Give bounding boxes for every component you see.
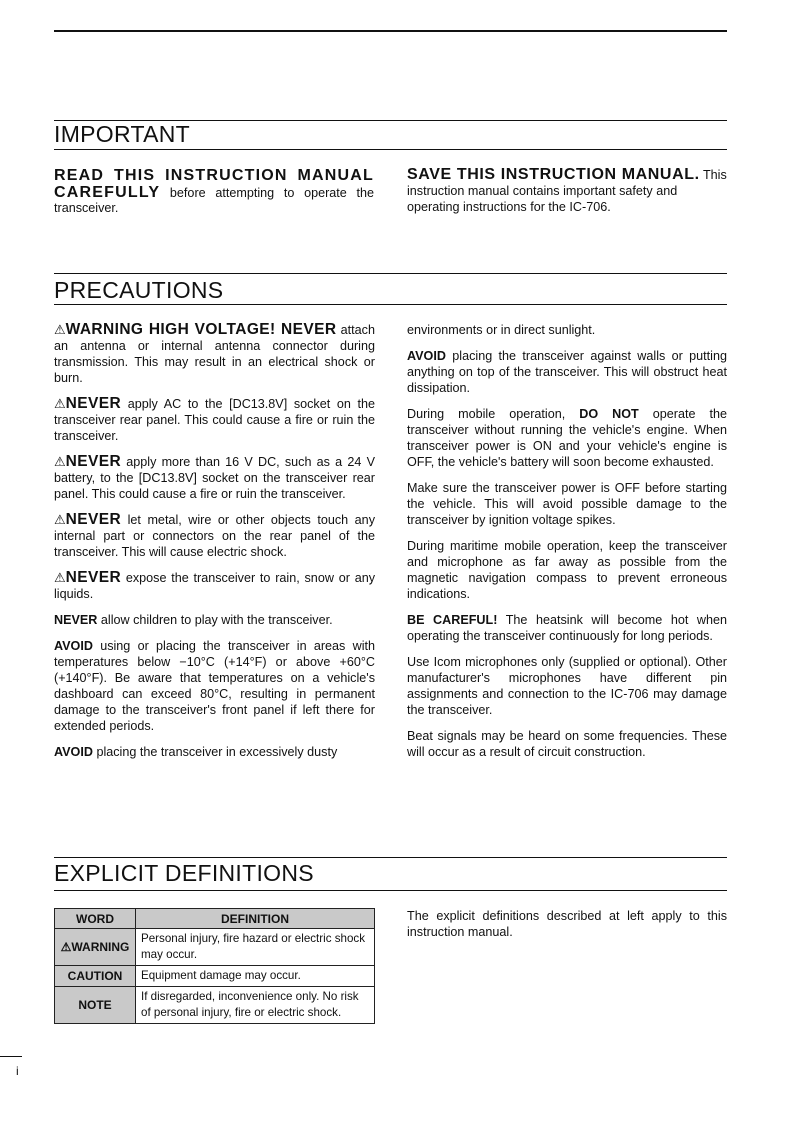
warning-triangle-icon: ⚠ <box>54 512 66 527</box>
definition-warning: Personal injury, fire hazard or electric shock may occur. <box>136 929 375 966</box>
table-row <box>55 929 375 966</box>
precaution-right-text: Make sure the transceiver power is OFF before starting the vehicle. This will avoid possible damage to the transceiver by ignition voltage spikes. <box>407 481 727 527</box>
precaution-left-lead: AVOID <box>54 745 93 759</box>
precaution-right-lead: DO NOT <box>579 407 639 421</box>
table-row <box>55 966 375 987</box>
precautions-rule-top <box>54 273 727 274</box>
precaution-right-paragraph <box>407 654 727 718</box>
precaution-right-lead: AVOID <box>407 349 446 363</box>
important-right-lead: SAVE THIS INSTRUCTION MANUAL. <box>407 166 700 183</box>
precaution-right-paragraph <box>407 406 727 470</box>
precaution-left-paragraph <box>54 612 375 628</box>
precaution-left-text: placing the transceiver in excessively dusty <box>92 745 338 759</box>
precaution-left-text: apply AC to the [DC13.8V] socket on the transceiver rear panel. This could cause a fire or ruin the transceiver. <box>54 397 375 443</box>
precaution-left-lead: WARNING HIGH VOLTAGE! NEVER <box>65 321 337 338</box>
header-definition: DEFINITION <box>136 909 375 929</box>
precaution-right-text: During maritime mobile operation, keep the transceiver and microphone as far away as possible from the magnetic navigation compass to prevent erroneous indications. <box>407 539 727 601</box>
header-word: WORD <box>55 909 136 929</box>
precaution-right-text: placing the transceiver against walls or putting anything on top of the transceiver. This will obstruct heat dissipation. <box>407 349 727 395</box>
definitions-title: EXPLICIT DEFINITIONS <box>54 860 314 886</box>
word-warning: ⚠WARNING <box>55 929 136 966</box>
precaution-left-text: apply more than 16 V DC, such as a 24 V battery, to the [DC13.8V] socket on the transceiver rear panel. This could cause a fire or ruin the transceiver. <box>54 455 375 501</box>
warning-triangle-icon: ⚠ <box>54 570 66 585</box>
precaution-left-text: let metal, wire or other objects touch any internal part or connectors on the rear panel of the transceiver. This will cause electric shock. <box>54 513 375 559</box>
definitions-note: The explicit definitions described at left apply to this instruction manual. <box>407 909 727 939</box>
important-right-text: This instruction manual contains important safety and operating instructions for the IC-706. <box>407 168 727 214</box>
page-number: i <box>16 1064 19 1078</box>
word-caution: CAUTION <box>55 966 136 987</box>
precaution-right-text: Beat signals may be heard on some frequencies. These will occur as a result of circuit construction. <box>407 729 727 759</box>
page-number-rule <box>0 1056 22 1057</box>
precaution-left-paragraph <box>54 454 375 502</box>
precaution-left-paragraph <box>54 570 375 602</box>
important-rule-bottom <box>54 149 727 150</box>
precaution-left-paragraph <box>54 744 375 760</box>
definitions-table <box>54 908 375 1024</box>
definitions-header-row <box>55 909 375 929</box>
table-row <box>55 987 375 1024</box>
definition-caution: Equipment damage may occur. <box>136 966 375 987</box>
precaution-left-lead: NEVER <box>65 569 122 586</box>
precaution-right-paragraph <box>407 612 727 644</box>
precaution-right-text: operate the transceiver without running the vehicle's engine. When transceiver power is ON and your vehicle's engine is OFF, the vehicle's battery will soon become exhausted. <box>407 407 727 469</box>
warning-triangle-icon: ⚠ <box>54 322 66 337</box>
precaution-left-lead: NEVER <box>65 395 122 412</box>
definitions-rule-top <box>54 857 727 858</box>
precautions-rule-bottom <box>54 304 727 305</box>
precautions-right-column <box>407 322 727 770</box>
precautions-title: PRECAUTIONS <box>54 277 224 303</box>
precaution-right-paragraph <box>407 322 727 338</box>
precaution-right-lead: BE CAREFUL! <box>407 613 498 627</box>
precaution-left-text: expose the transceiver to rain, snow or any liquids. <box>54 571 375 601</box>
precaution-right-paragraph <box>407 348 727 396</box>
important-left-lead: READ THIS INSTRUCTION MANUAL CAREFULLY <box>54 167 374 201</box>
important-left-text: before attempting to operate the transceiver. <box>54 186 374 215</box>
precaution-right-paragraph <box>407 538 727 602</box>
precaution-left-paragraph <box>54 638 375 734</box>
precaution-left-paragraph <box>54 396 375 444</box>
precautions-left-column <box>54 322 375 770</box>
precaution-left-lead: NEVER <box>65 511 122 528</box>
definitions-rule-bottom <box>54 890 727 891</box>
important-read-manual <box>54 167 374 216</box>
important-save-manual <box>407 167 727 215</box>
precaution-left-lead: AVOID <box>54 639 93 653</box>
precaution-right-text: environments or in direct sunlight. <box>407 323 596 337</box>
word-note: NOTE <box>55 987 136 1024</box>
precaution-right-pre: During mobile operation, <box>407 407 580 421</box>
precaution-right-paragraph <box>407 728 727 760</box>
precaution-right-text: Use Icom microphones only (supplied or optional). Other manufacturer's microphones have different pin assignments and connection to the IC-706 may damage the transceiver. <box>407 655 727 717</box>
important-title: IMPORTANT <box>54 121 191 147</box>
precaution-left-paragraph <box>54 322 375 386</box>
definition-note: If disregarded, inconvenience only. No risk of personal injury, fire or electric shock. <box>136 987 375 1024</box>
top-rule <box>54 30 727 32</box>
precaution-left-text: attach an antenna or internal antenna connector during transmission. This may result in an electrical shock or burn. <box>54 323 375 385</box>
precaution-left-text: allow children to play with the transceiver. <box>97 613 333 627</box>
precaution-left-text: using or placing the transceiver in areas with temperatures below −10°C (+14°F) or above +60°C (+140°F). Be aware that temperatures on a vehicle's dashboard can exceed 80°C, resulting in permanent damage to the transceiver's front panel if left there for extended periods. <box>54 639 375 733</box>
precaution-right-paragraph <box>407 480 727 528</box>
precaution-left-paragraph <box>54 512 375 560</box>
precaution-right-text: The heatsink will become hot when operating the transceiver continuously for long periods. <box>407 613 727 643</box>
precaution-left-lead: NEVER <box>54 613 98 627</box>
precaution-left-lead: NEVER <box>65 453 122 470</box>
warning-triangle-icon: ⚠ <box>54 396 66 411</box>
warning-triangle-icon: ⚠ <box>54 454 66 469</box>
